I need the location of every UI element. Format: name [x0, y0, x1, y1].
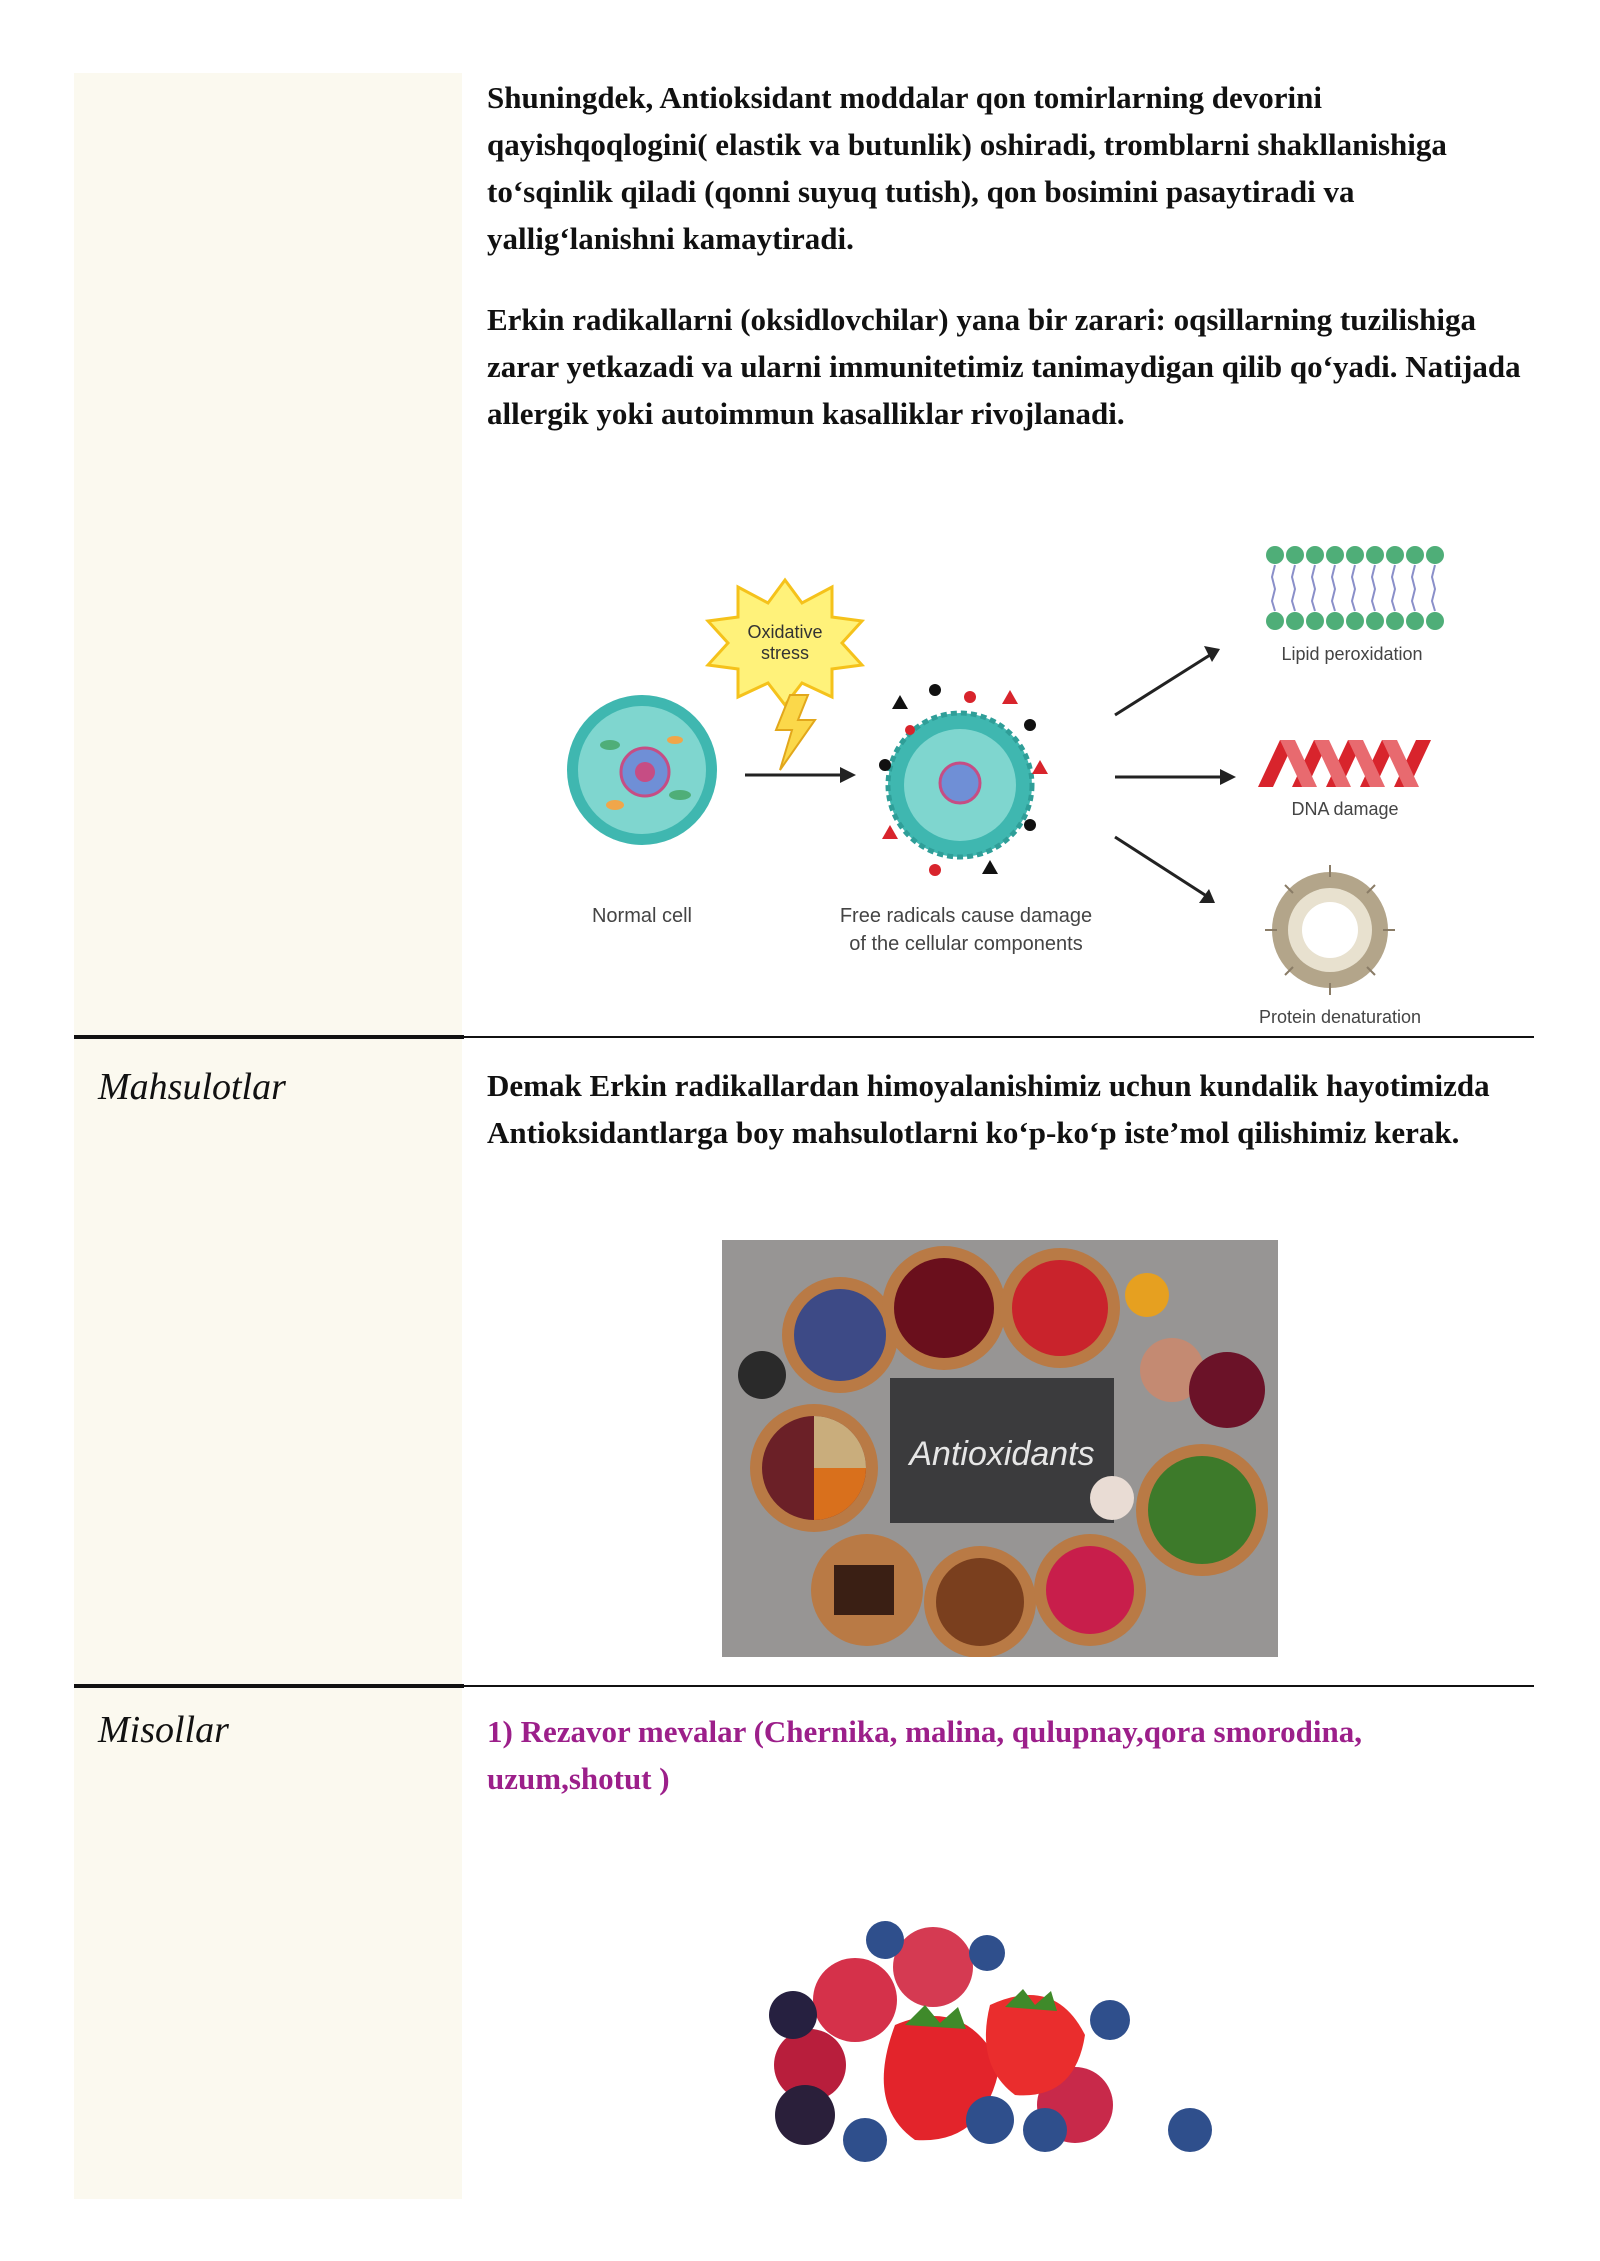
example-berries-text: 1) Rezavor mevalar (Chernika, malina, qulupnay,qora smorodina, uzum,shotut )	[487, 1714, 1362, 1796]
dna-damage-icon	[1258, 740, 1431, 787]
section-label-misollar: Misollar	[98, 1709, 229, 1751]
bowl-blueberries	[782, 1277, 898, 1393]
bowl-beans	[750, 1404, 878, 1532]
bowl-strawberries	[1000, 1248, 1120, 1368]
chalkboard-text: Antioxidants	[909, 1435, 1095, 1473]
normal-cell	[567, 695, 717, 845]
section-divider-right	[464, 1036, 1534, 1038]
damage-label-line1: Free radicals cause damage	[839, 905, 1093, 927]
stress-label-line2: stress	[760, 643, 810, 663]
bowl-pecans	[924, 1546, 1036, 1657]
section-label-mahsulotlar: Mahsulotlar	[98, 1066, 286, 1108]
damaged-cell	[879, 684, 1048, 876]
oxidative-stress-diagram	[540, 525, 1460, 1030]
protein-denaturation-label: Protein denaturation	[1258, 1007, 1422, 1027]
section-divider-left	[74, 1035, 464, 1039]
bowl-raspberries	[1034, 1534, 1146, 1646]
damage-label-line2: of the cellular components	[849, 933, 1083, 955]
lipid-peroxidation-label: Lipid peroxidation	[1281, 644, 1423, 664]
paragraph-antioxidant-foods: Demak Erkin radikallardan himoyalanishimiz uchun kundalik hayotimizda Antioksidantlarga boy mahsulotlarni ko‘p-ko‘p iste’mol qilishimiz kerak.	[487, 1068, 1490, 1150]
bowl-cherries	[882, 1246, 1006, 1370]
bowl-greens	[1136, 1444, 1268, 1576]
normal-cell-label: Normal cell	[591, 905, 693, 927]
protein-denaturation-icon	[1265, 865, 1395, 995]
paragraph-free-radical-harm: Erkin radikallarni (oksidlovchilar) yana bir zarari: oqsillarning tuzilishiga zarar yetkazadi va ularni immunitetimiz tanimaydigan qilib qo‘yadi. Natijada allergik yoki autoimmun kasalliklar rivojlanadi.	[487, 302, 1521, 431]
antioxidant-foods-photo	[722, 1240, 1278, 1657]
section-divider-left-2	[74, 1684, 464, 1688]
dna-damage-label: DNA damage	[1291, 799, 1399, 819]
berries-photo	[755, 1915, 1235, 2170]
stress-label-line1: Oxidative	[747, 622, 823, 642]
paragraph-antioxidant-effects: Shuningdek, Antioksidant moddalar qon tomirlarning devorini qayishqoqlogini( elastik va butunlik) oshiradi, tromblarni shakllanishiga to‘sqinlik qiladi (qonni suyuq tutish), qon bosimini pasaytiradi va yallig‘lanishni kamaytiradi.	[487, 80, 1447, 256]
left-column-background	[74, 73, 462, 2199]
bowl-chocolate	[811, 1534, 923, 1646]
section-divider-right-2	[464, 1685, 1534, 1687]
lightning-bolt	[776, 695, 815, 770]
lipid-bilayer-icon	[1266, 546, 1444, 630]
